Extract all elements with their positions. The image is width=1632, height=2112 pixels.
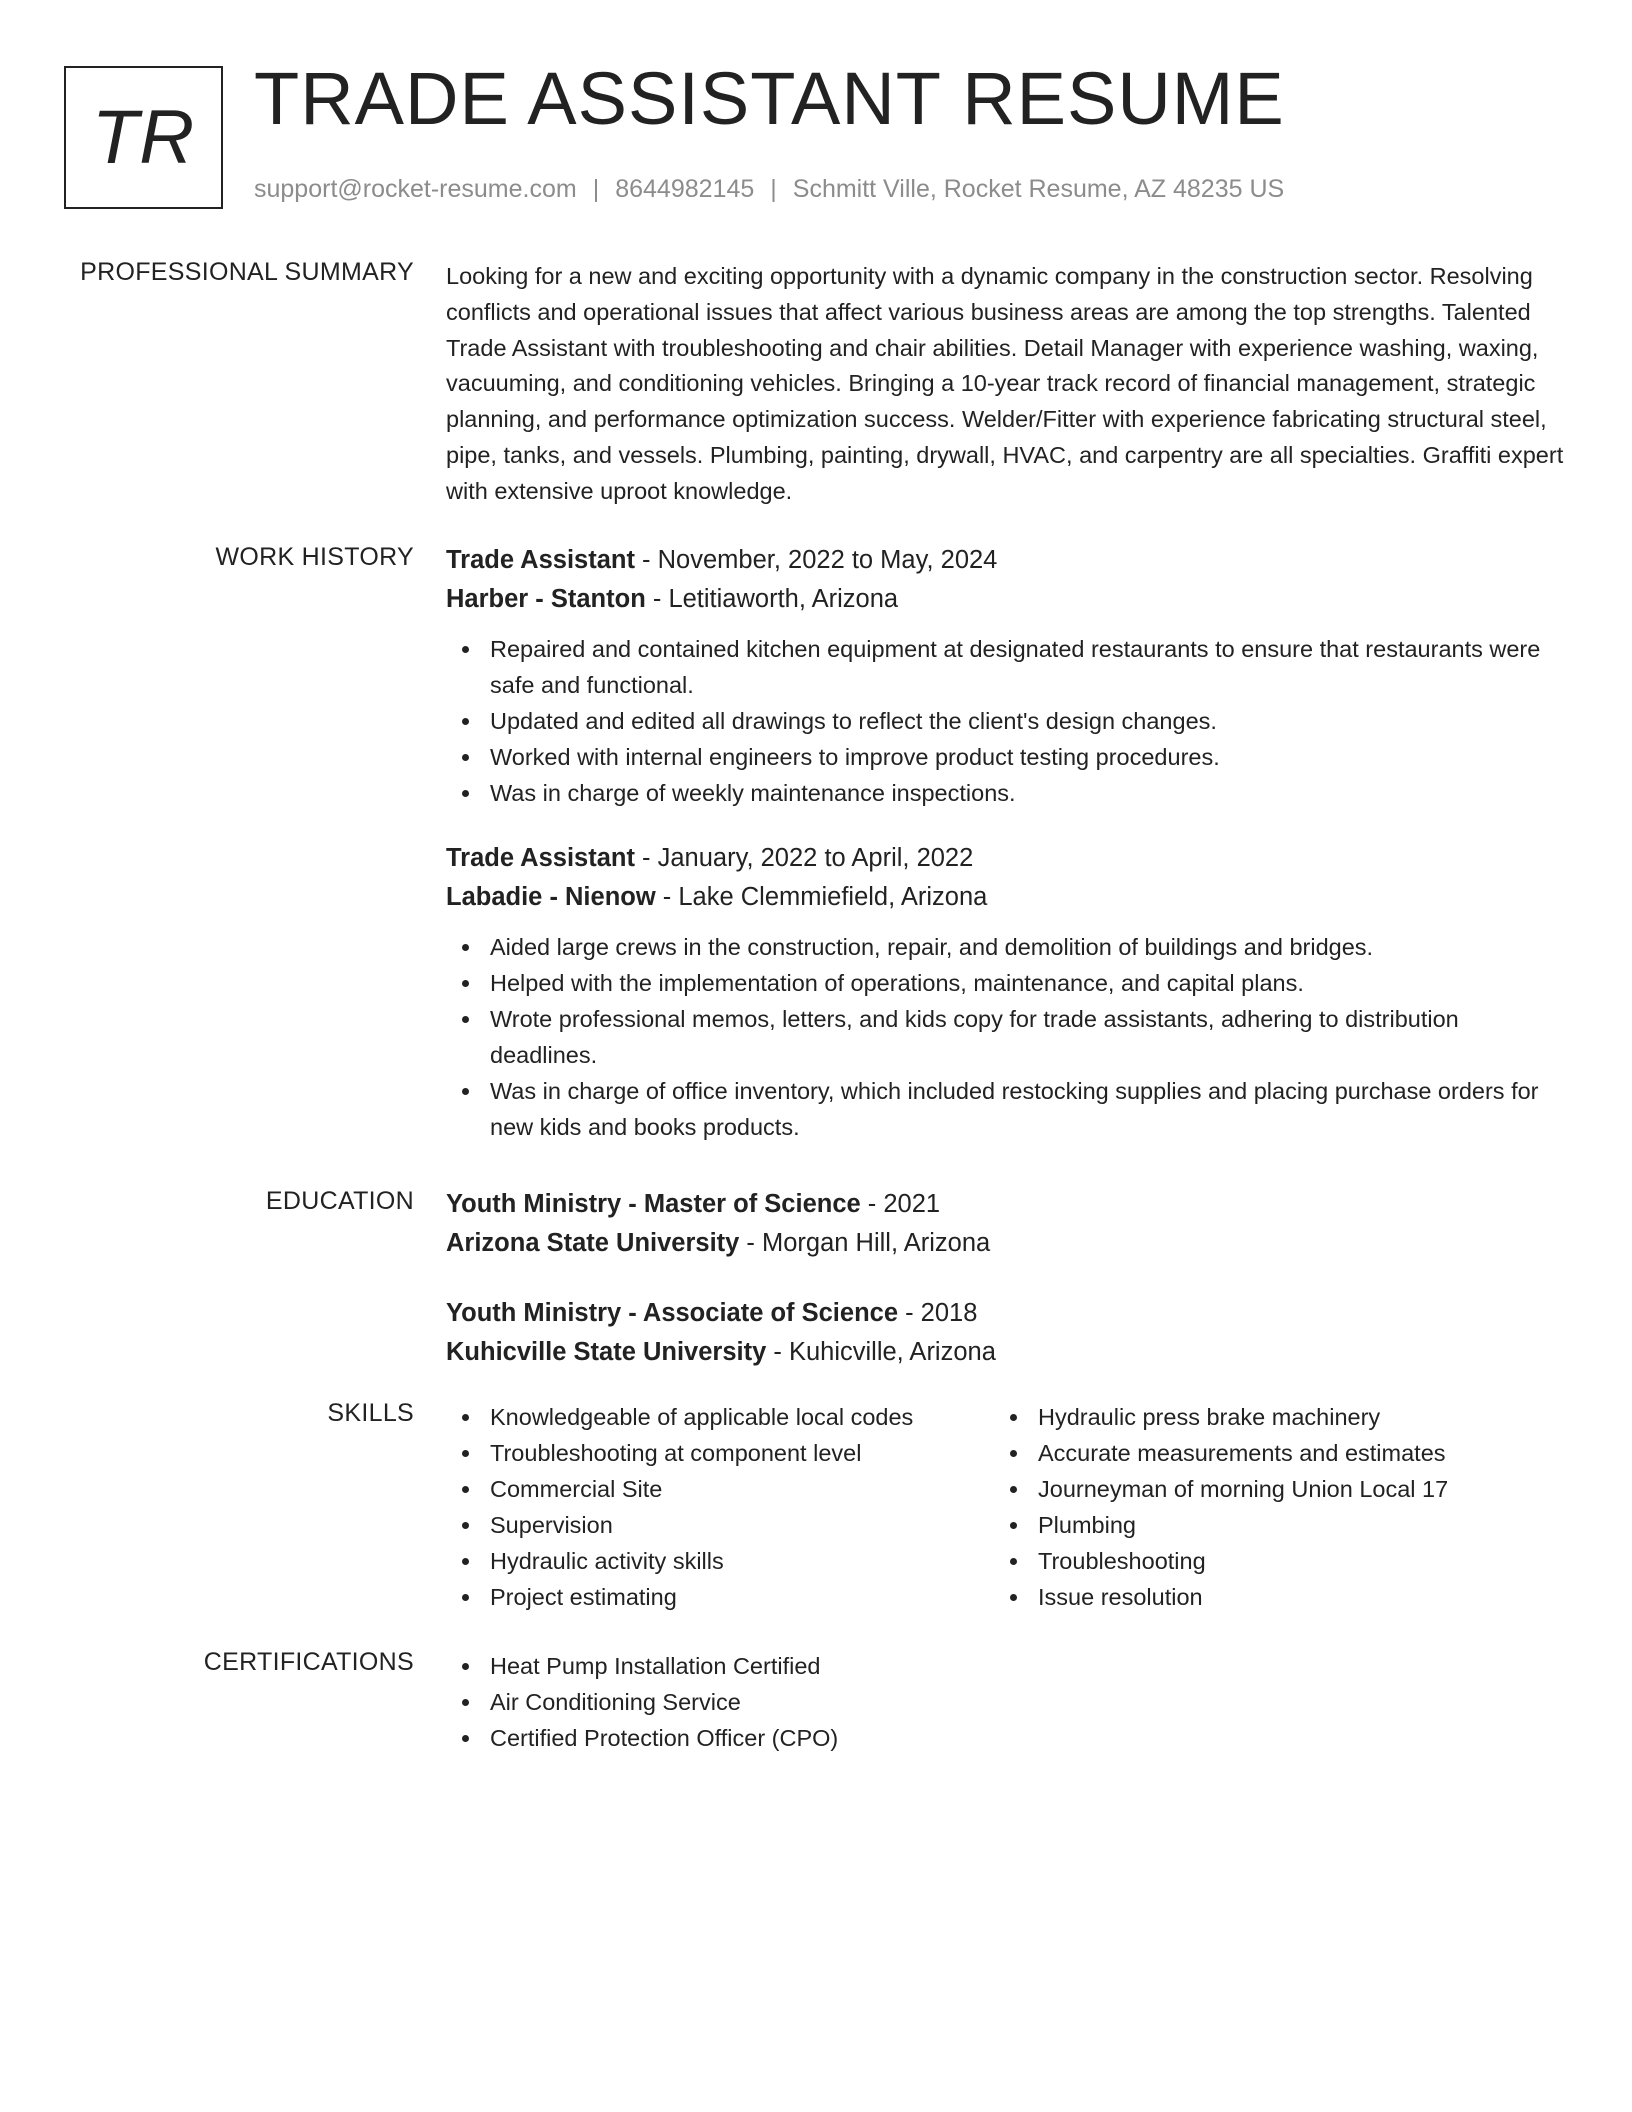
certification-item: Heat Pump Installation Certified xyxy=(446,1648,1566,1684)
contact-phone[interactable]: 8644982145 xyxy=(615,175,755,203)
job-entry xyxy=(446,839,1566,1145)
job-bullet: Updated and edited all drawings to reflect the client's design changes. xyxy=(446,703,1566,739)
section-label-education: EDUCATION xyxy=(265,1187,414,1215)
job-bullet: Repaired and contained kitchen equipment at designated restaurants to ensure that restaurants were safe and functional. xyxy=(446,631,1566,703)
job-bullet: Worked with internal engineers to improve product testing procedures. xyxy=(446,739,1566,775)
job-bullets xyxy=(446,929,1566,1145)
job-bullet: Wrote professional memos, letters, and kids copy for trade assistants, adhering to distribution deadlines. xyxy=(446,1001,1566,1073)
skills-body xyxy=(446,1399,1566,1615)
skill-item: Project estimating xyxy=(446,1579,994,1615)
degree-year: - 2018 xyxy=(898,1299,978,1327)
job-bullet: Was in charge of office inventory, which included restocking supplies and placing purchase orders for new kids and books products. xyxy=(446,1073,1566,1145)
certifications-list xyxy=(446,1648,1566,1756)
skill-item: Journeyman of morning Union Local 17 xyxy=(994,1471,1542,1507)
skill-item: Plumbing xyxy=(994,1507,1542,1543)
resume-title: TRADE ASSISTANT RESUME xyxy=(254,57,1285,140)
job-bullet: Aided large crews in the construction, repair, and demolition of buildings and bridges. xyxy=(446,929,1566,965)
job-bullet: Was in charge of weekly maintenance inspections. xyxy=(446,775,1566,811)
job-entry xyxy=(446,541,1566,811)
skill-item: Supervision xyxy=(446,1507,994,1543)
certifications-body xyxy=(446,1648,1566,1756)
skill-item: Troubleshooting at component level xyxy=(446,1435,994,1471)
skills-column-left xyxy=(446,1399,994,1615)
job-location: - Letitiaworth, Arizona xyxy=(645,585,899,613)
contact-line xyxy=(254,175,1284,204)
summary-text: Looking for a new and exciting opportunity with a dynamic company in the construction sector. Resolving conflicts and operational issues that affect various business areas are among the top strengths. Talented Trade Assistant with troubleshooting and chair abilities. Detail Manager with experience washing, waxing, vacuuming, and conditioning vehicles. Bringing a 10-year track record of financial management, strategic planning, and performance optimization success. Welder/Fitter with experience fabricating structural steel, pipe, tanks, and vessels. Plumbing, painting, drywall, HVAC, and carpentry are all specialties. Graffiti expert with extensive uproot knowledge. xyxy=(446,263,1564,504)
job-title-line xyxy=(446,839,1566,878)
skills-column-right xyxy=(994,1399,1542,1615)
job-company: Labadie - Nienow xyxy=(446,883,656,911)
school-line xyxy=(446,1333,1566,1372)
skill-item: Knowledgeable of applicable local codes xyxy=(446,1399,994,1435)
education-entry xyxy=(446,1294,1566,1372)
education-entry xyxy=(446,1185,1566,1263)
job-location: - Lake Clemmiefield, Arizona xyxy=(655,883,988,911)
monogram-initials: TR xyxy=(91,95,196,180)
job-title: Trade Assistant xyxy=(446,546,635,574)
skill-item: Troubleshooting xyxy=(994,1543,1542,1579)
skill-item: Issue resolution xyxy=(994,1579,1542,1615)
degree-year: - 2021 xyxy=(860,1190,941,1218)
section-label-work-history: WORK HISTORY xyxy=(215,543,414,571)
job-company-line xyxy=(446,580,1566,619)
skill-item: Commercial Site xyxy=(446,1471,994,1507)
section-label-certifications: CERTIFICATIONS xyxy=(203,1648,414,1676)
school-line xyxy=(446,1224,1566,1263)
section-label-summary: PROFESSIONAL SUMMARY xyxy=(80,258,414,286)
school: Kuhicville State University xyxy=(446,1338,767,1366)
degree: Youth Ministry - Associate of Science xyxy=(446,1299,899,1327)
work-history-body xyxy=(446,541,1566,1145)
job-title-line xyxy=(446,541,1566,580)
job-bullet: Helped with the implementation of operations, maintenance, and capital plans. xyxy=(446,965,1566,1001)
skill-item: Hydraulic activity skills xyxy=(446,1543,994,1579)
certification-item: Certified Protection Officer (CPO) xyxy=(446,1720,1566,1756)
skills-list xyxy=(994,1399,1542,1615)
contact-email[interactable]: support@rocket-resume.com xyxy=(254,175,577,203)
certification-item: Air Conditioning Service xyxy=(446,1684,1566,1720)
job-bullets xyxy=(446,631,1566,811)
degree-line xyxy=(446,1294,1566,1333)
skill-item: Accurate measurements and estimates xyxy=(994,1435,1542,1471)
school-location: - Morgan Hill, Arizona xyxy=(739,1229,991,1257)
section-label-skills: SKILLS xyxy=(327,1399,414,1427)
contact-separator: | xyxy=(770,175,777,203)
degree: Youth Ministry - Master of Science xyxy=(446,1190,861,1218)
education-body xyxy=(446,1185,1566,1372)
school-location: - Kuhicville, Arizona xyxy=(766,1338,996,1366)
job-company: Harber - Stanton xyxy=(446,585,646,613)
degree-line xyxy=(446,1185,1566,1224)
job-company-line xyxy=(446,878,1566,917)
job-dates: - January, 2022 to April, 2022 xyxy=(634,844,974,872)
contact-address: Schmitt Ville, Rocket Resume, AZ 48235 US xyxy=(792,175,1285,203)
contact-separator: | xyxy=(592,175,600,203)
job-dates: - November, 2022 to May, 2024 xyxy=(634,546,998,574)
skills-list xyxy=(446,1399,994,1615)
job-title: Trade Assistant xyxy=(446,844,635,872)
monogram-box xyxy=(64,66,223,209)
skill-item: Hydraulic press brake machinery xyxy=(994,1399,1542,1435)
school: Arizona State University xyxy=(446,1229,740,1257)
